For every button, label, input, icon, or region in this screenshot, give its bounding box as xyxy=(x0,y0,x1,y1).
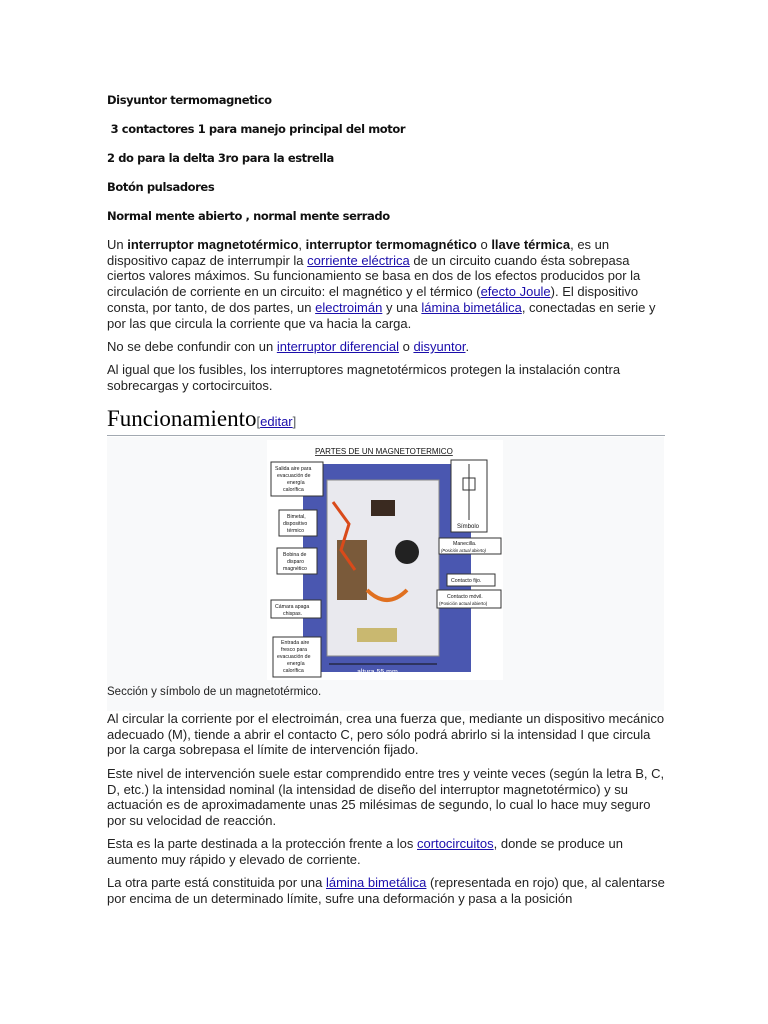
mechanism-shape xyxy=(395,540,419,564)
label-entrada-5: calorífica xyxy=(283,668,304,674)
section-title: Funcionamiento xyxy=(107,406,257,431)
label-entrada-2: fresco para xyxy=(281,647,307,653)
diagram-header: PARTES DE UN MAGNETOTERMICO xyxy=(315,447,453,456)
label-manecilla-2: (Posición actual abierto) xyxy=(441,548,486,553)
label-salida-1: Salida aire para xyxy=(275,466,312,472)
label-bimetal-3: térmico xyxy=(287,528,305,534)
lamina-paragraph: La otra parte está constituida por una lámina bimetálica (representada en rojo) que, al calentarse por encima de un determinado límite, sufre una deformación y pasa a la posición xyxy=(107,875,665,906)
link-lamina-bimetalica[interactable]: lámina bimetálica xyxy=(421,299,522,315)
label-bimetal-2: dispositivo xyxy=(283,521,308,527)
fusibles-paragraph: Al igual que los fusibles, los interruptores magnetotérmicos protegen la instalación contra sobrecargas y cortocircuitos. xyxy=(107,362,621,393)
handle-shape xyxy=(371,500,395,516)
figure-box xyxy=(107,437,664,711)
label-salida-2: evacuación de xyxy=(277,473,311,479)
label-contacto-movil-2: (Posición actual abierto) xyxy=(439,601,488,606)
intervencion-paragraph: Este nivel de intervención suele estar comprendido entre tres y veinte veces (según la letra B, C, D, etc.) la intensidad nominal (la intensidad de diseño del interruptor magnetotérmico) y su actuación es de aproximadamente unas 25 milésimas de segundo, lo cual lo hace muy seguro por su velocidad de reacción. xyxy=(107,766,665,829)
label-contacto-fijo: Contacto fijo. xyxy=(451,578,482,584)
magnetotermico-diagram xyxy=(267,440,503,680)
label-entrada-1: Entrada aire xyxy=(281,640,310,646)
edit-section: [editar] xyxy=(256,414,297,429)
note-line-1: Disyuntor termomagnetico xyxy=(107,93,272,107)
label-manecilla-1: Manecilla. xyxy=(453,541,477,547)
label-bobina-3: magnético xyxy=(283,566,307,572)
label-bimetal-1: Bimetal, xyxy=(287,514,306,520)
arc-chamber-shape xyxy=(357,628,397,642)
link-lamina-bimetalica-2[interactable]: lámina bimetálica xyxy=(325,875,427,890)
link-disyuntor[interactable]: disyuntor xyxy=(413,339,466,354)
figure-caption: Sección y símbolo de un magnetotérmico. xyxy=(107,686,322,698)
link-efecto-joule[interactable]: efecto Joule xyxy=(480,284,551,300)
note-line-4: Botón pulsadores xyxy=(107,180,215,194)
section-heading xyxy=(107,406,665,436)
link-corriente-electrica[interactable]: corriente eléctrica xyxy=(307,252,410,268)
link-interruptor-diferencial[interactable]: interruptor diferencial xyxy=(276,339,399,354)
link-electroiman[interactable]: electroimán xyxy=(315,299,383,315)
label-bobina-2: disparo xyxy=(287,559,305,565)
label-entrada-3: evacuación de xyxy=(277,654,311,660)
note-line-2: 3 contactores 1 para manejo principal del motor xyxy=(107,122,406,136)
electroiman-paragraph: Al circular la corriente por el electroimán, crea una fuerza que, mediante un dispositivo mecánico adecuado (M), tiende a abrir el contacto C, pero sólo podrá abrirlo si la intensidad I que circula por la carga sobrepasa el límite de intervención fijado. xyxy=(107,711,665,758)
term-llave-termica: llave térmica xyxy=(491,237,571,252)
note-line-3: 2 do para la delta 3ro para la estrella xyxy=(107,151,334,165)
label-camara-2: chispas. xyxy=(283,611,303,617)
term-termomagnetico: interruptor termomagnético xyxy=(305,237,477,252)
note-line-5: Normal mente abierto , normal mente serrado xyxy=(107,209,390,223)
term-magnetotermico: interruptor magnetotérmico xyxy=(127,237,299,252)
intro-paragraph: Un interruptor magnetotérmico, interruptor termomagnético o llave térmica, es un dispositivo capaz de interrumpir la corriente eléctrica de un circuito cuando ésta sobrepasa ciertos valores máximos. Su funcionamiento se basa en dos de los efectos producidos por la circulación de corriente en un circuito: el magnético y el térmico (efecto Joule). El dispositivo consta, por tanto, de dos partes, un electroimán y una lámina bimetálica, conectadas en serie y por las que circula la corriente que va hacia la carga. xyxy=(107,237,656,331)
label-bobina-1: Bobina de xyxy=(283,552,307,558)
symbol-label: Símbolo xyxy=(457,524,480,530)
label-contacto-movil-1: Contacto móvil. xyxy=(447,594,483,600)
link-cortocircuitos[interactable]: cortocircuitos xyxy=(417,836,494,851)
label-salida-3: energía xyxy=(287,480,305,486)
label-salida-4: calorífica xyxy=(283,487,304,493)
height-label: altura 55 mm. xyxy=(357,669,400,676)
edit-link[interactable]: editar xyxy=(260,414,293,429)
cortocircuitos-paragraph: Esta es la parte destinada a la protección frente a los cortocircuitos, donde se produce un aumento muy rápido y elevado de corriente. xyxy=(107,836,623,867)
label-camara-1: Cámara apaga xyxy=(275,604,310,610)
confusion-paragraph: No se debe confundir con un interruptor diferencial o disyuntor. xyxy=(107,339,470,354)
label-entrada-4: energía xyxy=(287,661,305,667)
